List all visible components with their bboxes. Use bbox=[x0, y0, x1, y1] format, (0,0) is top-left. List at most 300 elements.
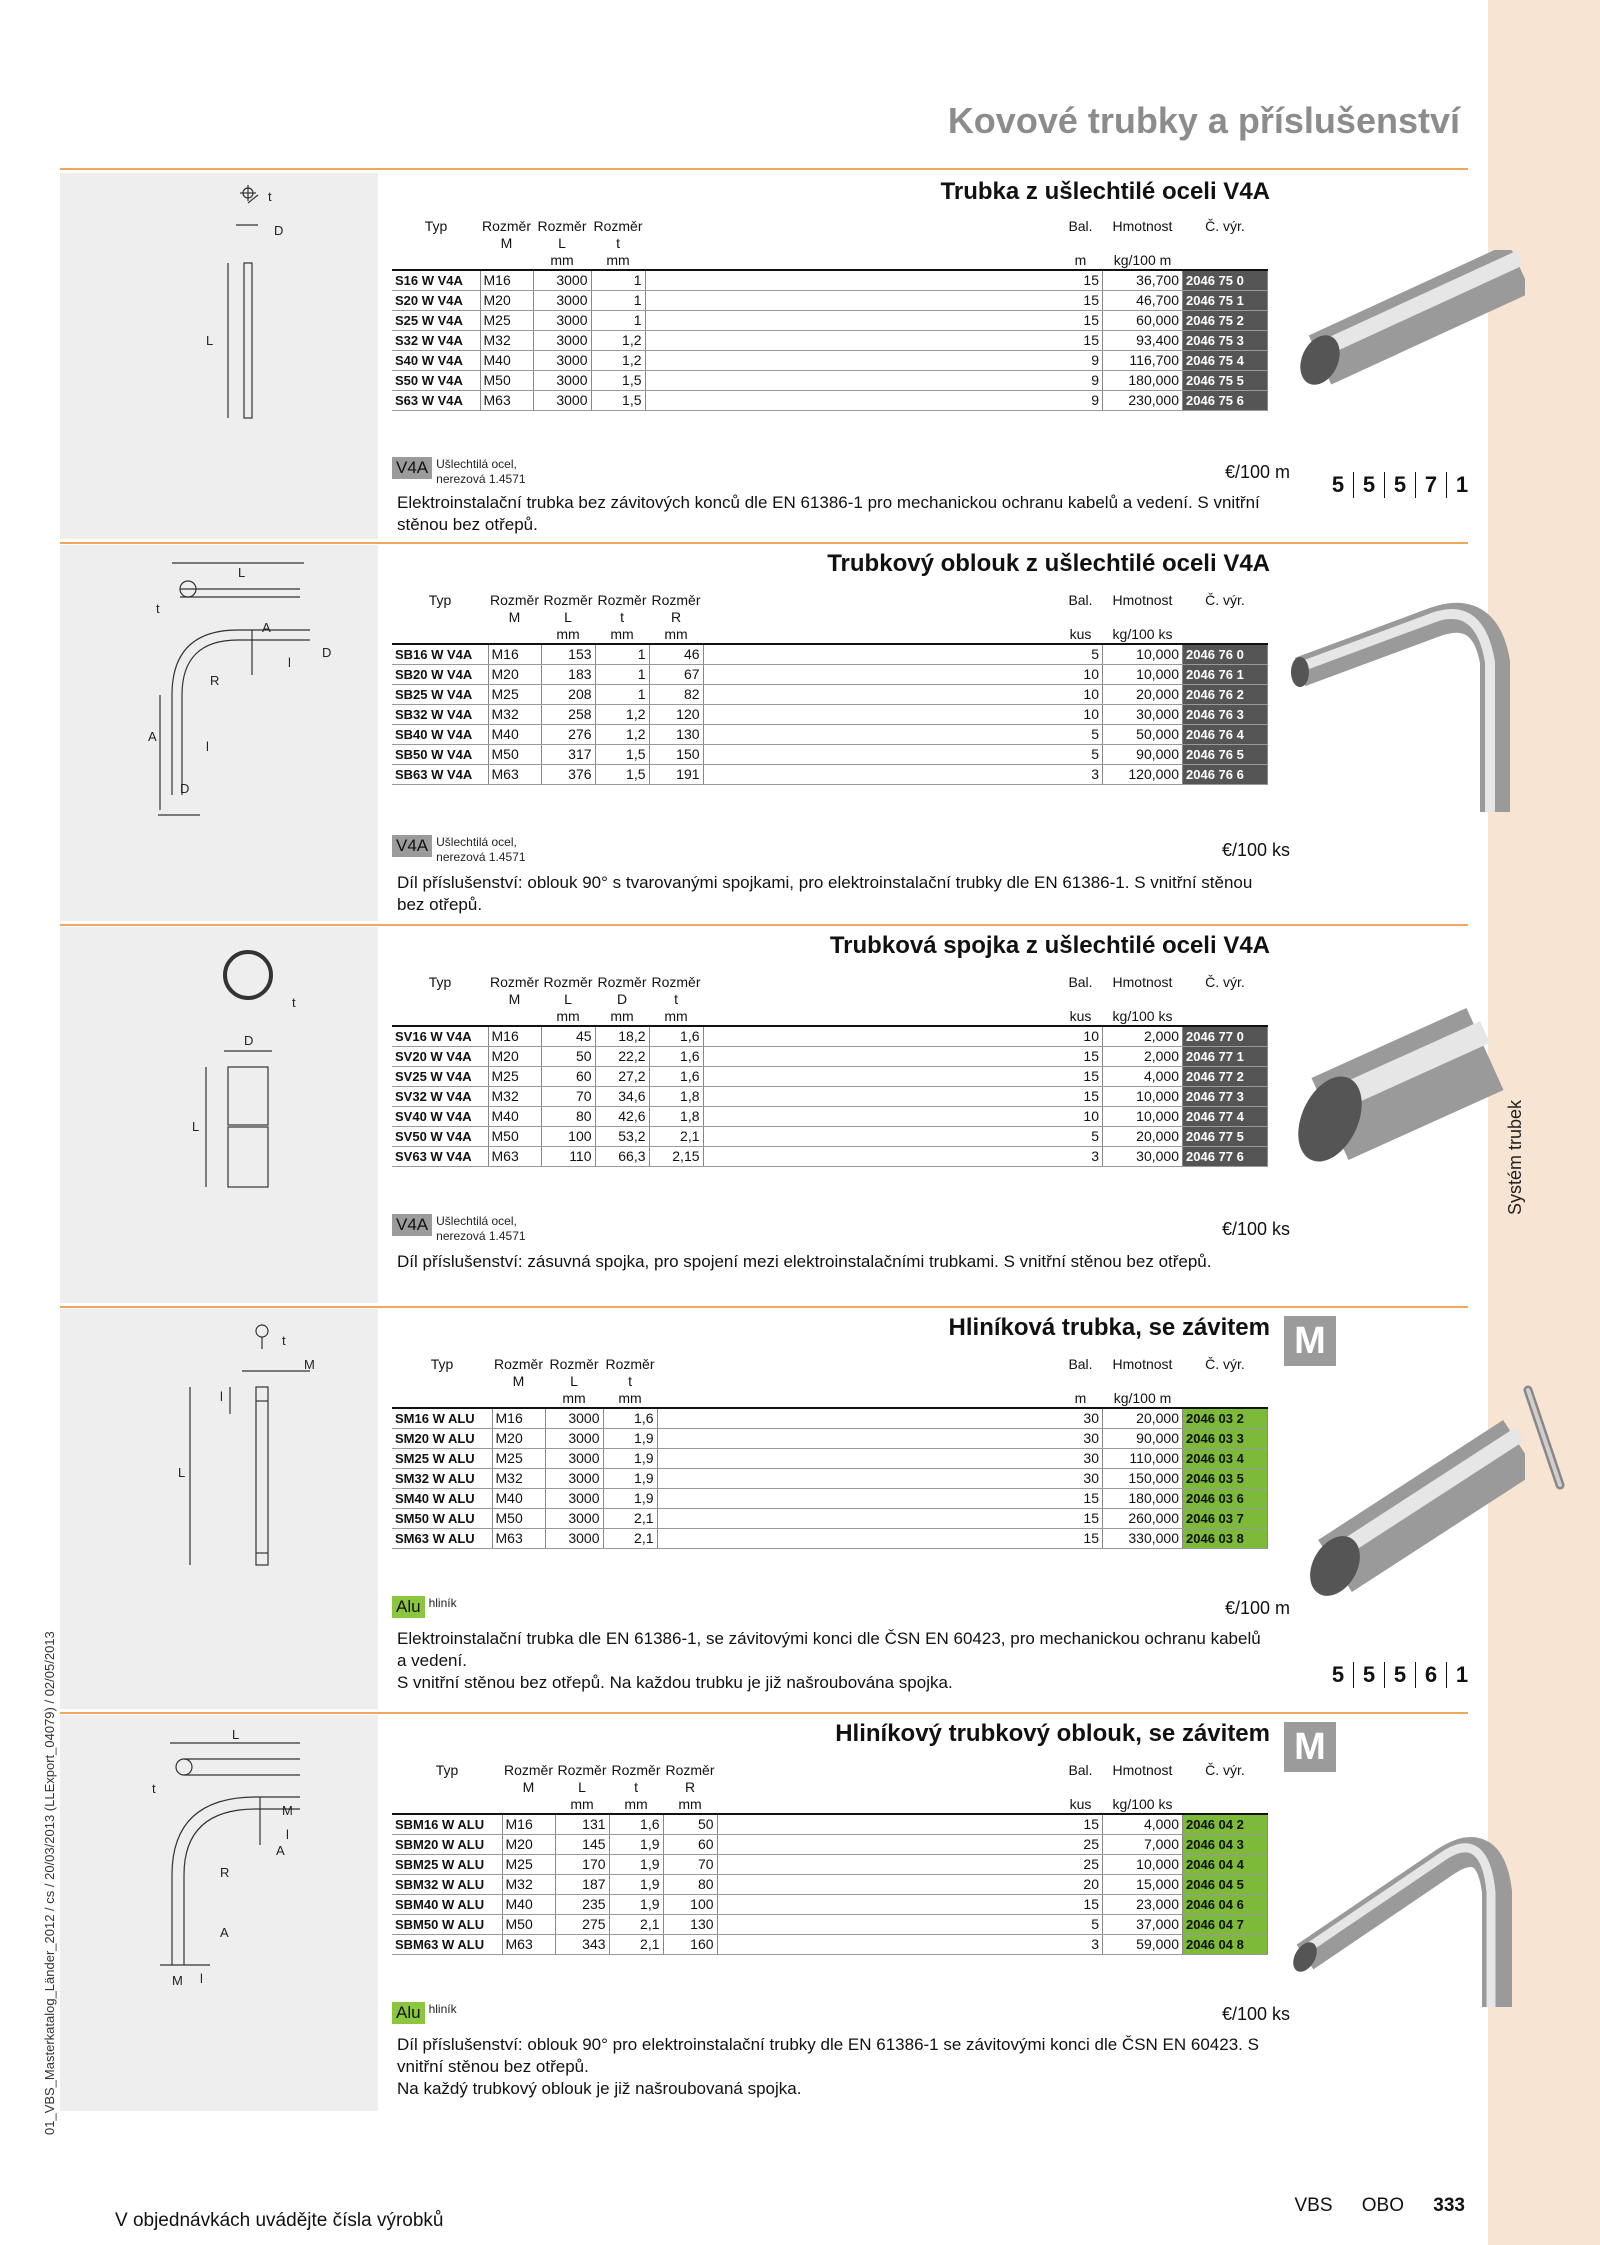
vertical-footer: 01_VBS_Masterkatalog_Länder_2012 / cs / 20/03/2013 (LLExport_04079) / 02/05/2013 bbox=[42, 1631, 57, 2135]
cell-r: 67 bbox=[649, 665, 703, 685]
cell-weight: 30,000 bbox=[1103, 1147, 1183, 1167]
cell-m: M50 bbox=[488, 745, 541, 765]
cell-pack: 9 bbox=[1059, 371, 1103, 391]
cell-type: SM20 W ALU bbox=[392, 1429, 492, 1449]
unit-cell bbox=[1183, 1390, 1268, 1408]
cell-type: SB50 W V4A bbox=[392, 745, 488, 765]
section-title: Hliníkový trubkový oblouk, se závitem bbox=[835, 1720, 1270, 1747]
cell-type: S20 W V4A bbox=[392, 291, 480, 311]
cell-l: 275 bbox=[555, 1915, 609, 1935]
cell-weight: 7,000 bbox=[1103, 1835, 1183, 1855]
svg-text:R: R bbox=[210, 673, 220, 688]
cell-pack: 20 bbox=[1059, 1875, 1103, 1895]
cell-pack: 15 bbox=[1059, 1895, 1103, 1915]
cell-weight: 4,000 bbox=[1103, 1067, 1183, 1087]
cell-weight: 120,000 bbox=[1103, 765, 1183, 785]
cell-type: SBM32 W ALU bbox=[392, 1875, 502, 1895]
cell-m: M40 bbox=[492, 1489, 545, 1509]
svg-text:M: M bbox=[304, 1357, 315, 1372]
cell-t: 1,2 bbox=[591, 351, 645, 371]
table-row bbox=[392, 391, 1268, 411]
col-header: Rozměr t bbox=[593, 218, 643, 251]
unit-cell bbox=[488, 626, 541, 644]
unit-cell: m bbox=[1059, 252, 1103, 270]
cell-l: 3000 bbox=[545, 1469, 603, 1489]
cell-type: SB25 W V4A bbox=[392, 685, 488, 705]
cell-weight: 46,700 bbox=[1103, 291, 1183, 311]
table-row bbox=[392, 1529, 1268, 1549]
cell-m: M32 bbox=[480, 331, 533, 351]
cell-type: SBM16 W ALU bbox=[392, 1814, 502, 1835]
table-row bbox=[392, 371, 1268, 391]
cell-l: 208 bbox=[541, 685, 595, 705]
cell-l: 145 bbox=[555, 1835, 609, 1855]
m-badge: M bbox=[1284, 1722, 1336, 1772]
cell-m: M16 bbox=[488, 1026, 541, 1047]
cell-article: 2046 75 1 bbox=[1183, 291, 1268, 311]
cell-t: 2,1 bbox=[609, 1915, 663, 1935]
cell-pack: 3 bbox=[1059, 1935, 1103, 1955]
unit-cell: mm bbox=[649, 1008, 703, 1026]
material-badge: V4A bbox=[392, 835, 432, 857]
svg-text:D: D bbox=[274, 223, 284, 238]
cell-t: 1 bbox=[591, 311, 645, 331]
cell-r: 150 bbox=[649, 745, 703, 765]
cell-type: SM63 W ALU bbox=[392, 1529, 492, 1549]
material-info bbox=[392, 457, 526, 487]
cell-type: S63 W V4A bbox=[392, 391, 480, 411]
cell-m: M20 bbox=[492, 1429, 545, 1449]
product-photo-tube bbox=[1285, 250, 1525, 390]
unit-cell: kg/100 ks bbox=[1103, 1796, 1183, 1814]
cell-weight: 23,000 bbox=[1103, 1895, 1183, 1915]
cell-m: M16 bbox=[480, 270, 533, 291]
svg-text:L: L bbox=[232, 1727, 240, 1742]
svg-text:t: t bbox=[292, 995, 296, 1010]
unit-cell: mm bbox=[609, 1796, 663, 1814]
cell-pack: 5 bbox=[1059, 1127, 1103, 1147]
unit-cell: kus bbox=[1059, 626, 1103, 644]
unit-cell bbox=[488, 1008, 541, 1026]
col-header: Rozměr D bbox=[597, 974, 647, 1007]
cell-article: 2046 04 6 bbox=[1183, 1895, 1268, 1915]
cell-article: 2046 77 5 bbox=[1183, 1127, 1268, 1147]
cell-type: SBM40 W ALU bbox=[392, 1895, 502, 1915]
cell-pack: 15 bbox=[1059, 1529, 1103, 1549]
footer-brand-vbs: VBS bbox=[1294, 2195, 1333, 2216]
price-unit: €/100 ks bbox=[1221, 840, 1290, 860]
cell-article: 2046 03 5 bbox=[1183, 1469, 1268, 1489]
cell-t: 2,1 bbox=[603, 1509, 657, 1529]
material-info bbox=[392, 1214, 526, 1244]
cell-weight: 260,000 bbox=[1103, 1509, 1183, 1529]
cell-t: 1,8 bbox=[649, 1107, 703, 1127]
cell-type: SV40 W V4A bbox=[392, 1107, 488, 1127]
cell-r: 82 bbox=[649, 685, 703, 705]
cell-weight: 10,000 bbox=[1103, 1107, 1183, 1127]
cell-article: 2046 75 5 bbox=[1183, 371, 1268, 391]
cell-m: M20 bbox=[488, 665, 541, 685]
cell-d: 22,2 bbox=[595, 1047, 649, 1067]
table-row bbox=[392, 745, 1268, 765]
cell-weight: 150,000 bbox=[1103, 1469, 1183, 1489]
cell-l: 187 bbox=[555, 1875, 609, 1895]
material-badge: V4A bbox=[392, 1214, 432, 1236]
cell-pack: 10 bbox=[1059, 705, 1103, 725]
price-unit: €/100 m bbox=[1224, 462, 1290, 482]
col-header: Č. výr. bbox=[1205, 1762, 1245, 1778]
cell-type: SV16 W V4A bbox=[392, 1026, 488, 1047]
cell-article: 2046 03 4 bbox=[1183, 1449, 1268, 1469]
cell-t: 1 bbox=[591, 270, 645, 291]
table-row bbox=[392, 1835, 1268, 1855]
cell-r: 130 bbox=[649, 725, 703, 745]
cell-t: 1,8 bbox=[649, 1087, 703, 1107]
unit-cell: m bbox=[1059, 1390, 1103, 1408]
cell-m: M50 bbox=[492, 1509, 545, 1529]
cell-d: 34,6 bbox=[595, 1087, 649, 1107]
svg-text:D: D bbox=[180, 781, 190, 796]
cell-t: 1,5 bbox=[591, 371, 645, 391]
unit-cell: mm bbox=[555, 1796, 609, 1814]
cell-weight: 20,000 bbox=[1103, 685, 1183, 705]
sidebar-label: Systém trubek bbox=[1505, 1099, 1525, 1215]
cell-m: M20 bbox=[502, 1835, 555, 1855]
cell-d: 66,3 bbox=[595, 1147, 649, 1167]
cell-article: 2046 04 5 bbox=[1183, 1875, 1268, 1895]
cell-m: M16 bbox=[492, 1408, 545, 1429]
cell-l: 70 bbox=[541, 1087, 595, 1107]
cell-type: S25 W V4A bbox=[392, 311, 480, 331]
cell-m: M32 bbox=[488, 705, 541, 725]
cell-l: 110 bbox=[541, 1147, 595, 1167]
material-text: Ušlechtilá ocel, bbox=[436, 457, 517, 471]
cell-weight: 10,000 bbox=[1103, 644, 1183, 665]
svg-text:t: t bbox=[282, 1333, 286, 1348]
cell-pack: 5 bbox=[1059, 1915, 1103, 1935]
col-header: Rozměr M bbox=[490, 974, 540, 1007]
unit-cell bbox=[1183, 252, 1268, 270]
cell-weight: 93,400 bbox=[1103, 331, 1183, 351]
cell-type: SV20 W V4A bbox=[392, 1047, 488, 1067]
cell-type: SB16 W V4A bbox=[392, 644, 488, 665]
unit-cell: mm bbox=[595, 626, 649, 644]
cell-pack: 10 bbox=[1059, 665, 1103, 685]
table-row bbox=[392, 351, 1268, 371]
description bbox=[397, 1628, 1267, 1694]
svg-text:t: t bbox=[156, 601, 160, 616]
svg-text:l: l bbox=[206, 739, 209, 754]
unit-cell: kg/100 ks bbox=[1103, 1008, 1183, 1026]
cell-type: SBM50 W ALU bbox=[392, 1915, 502, 1935]
cell-m: M50 bbox=[480, 371, 533, 391]
page-number: 333 bbox=[1433, 2195, 1465, 2216]
col-header: Bal. bbox=[1068, 1356, 1093, 1372]
svg-text:l: l bbox=[286, 1827, 289, 1842]
cell-type: S16 W V4A bbox=[392, 270, 480, 291]
cell-pack: 15 bbox=[1059, 270, 1103, 291]
material-badge: V4A bbox=[392, 457, 432, 479]
col-header: Hmotnost bbox=[1112, 592, 1173, 608]
material-grade: nerezová 1.4571 bbox=[436, 850, 526, 864]
cell-l: 3000 bbox=[545, 1408, 603, 1429]
svg-text:R: R bbox=[220, 1865, 230, 1880]
svg-text:L: L bbox=[178, 1465, 186, 1480]
table-row bbox=[392, 1408, 1268, 1429]
cell-type: SB20 W V4A bbox=[392, 665, 488, 685]
cell-weight: 60,000 bbox=[1103, 311, 1183, 331]
cell-l: 3000 bbox=[545, 1509, 603, 1529]
cell-article: 2046 76 0 bbox=[1183, 644, 1268, 665]
cell-pack: 10 bbox=[1059, 1026, 1103, 1047]
cell-r: 50 bbox=[663, 1814, 717, 1835]
svg-text:M: M bbox=[282, 1803, 293, 1818]
cell-type: S40 W V4A bbox=[392, 351, 480, 371]
cell-m: M63 bbox=[502, 1935, 555, 1955]
cell-weight: 90,000 bbox=[1103, 745, 1183, 765]
code-digit: 1 bbox=[1446, 1662, 1477, 1688]
page-title: Kovové trubky a příslušenství bbox=[947, 100, 1460, 141]
cell-l: 3000 bbox=[545, 1489, 603, 1509]
cell-t: 1,6 bbox=[603, 1408, 657, 1429]
product-table bbox=[392, 218, 1268, 411]
cell-l: 100 bbox=[541, 1127, 595, 1147]
col-header: Rozměr R bbox=[665, 1762, 715, 1795]
table-row bbox=[392, 331, 1268, 351]
cell-t: 1,9 bbox=[603, 1429, 657, 1449]
code-digit: 7 bbox=[1415, 472, 1446, 498]
cell-pack: 9 bbox=[1059, 351, 1103, 371]
cell-l: 3000 bbox=[533, 270, 591, 291]
unit-cell bbox=[392, 1390, 492, 1408]
cell-m: M50 bbox=[488, 1127, 541, 1147]
cell-t: 1,6 bbox=[649, 1026, 703, 1047]
col-header: Bal. bbox=[1068, 218, 1093, 234]
cell-article: 2046 76 5 bbox=[1183, 745, 1268, 765]
cell-r: 100 bbox=[663, 1895, 717, 1915]
footer-note: V objednávkách uvádějte čísla výrobků bbox=[115, 2210, 444, 2231]
table-row bbox=[392, 1067, 1268, 1087]
cell-type: SV63 W V4A bbox=[392, 1147, 488, 1167]
cell-r: 120 bbox=[649, 705, 703, 725]
cell-m: M40 bbox=[502, 1895, 555, 1915]
cell-t: 1 bbox=[595, 685, 649, 705]
cell-t: 1,9 bbox=[603, 1489, 657, 1509]
cell-weight: 110,000 bbox=[1103, 1449, 1183, 1469]
cell-pack: 15 bbox=[1059, 1087, 1103, 1107]
cell-pack: 10 bbox=[1059, 1107, 1103, 1127]
table-row bbox=[392, 1087, 1268, 1107]
cell-l: 343 bbox=[555, 1935, 609, 1955]
product-section-v4a-coupling bbox=[60, 924, 1468, 1304]
cell-weight: 180,000 bbox=[1103, 1489, 1183, 1509]
code-digit: 5 bbox=[1384, 472, 1415, 498]
cell-m: M25 bbox=[480, 311, 533, 331]
table-row bbox=[392, 1814, 1268, 1835]
cell-l: 45 bbox=[541, 1026, 595, 1047]
cell-t: 2,1 bbox=[649, 1127, 703, 1147]
unit-cell bbox=[392, 1008, 488, 1026]
cell-pack: 30 bbox=[1059, 1449, 1103, 1469]
cell-t: 2,1 bbox=[603, 1529, 657, 1549]
cell-weight: 10,000 bbox=[1103, 665, 1183, 685]
cell-type: SB40 W V4A bbox=[392, 725, 488, 745]
cell-pack: 3 bbox=[1059, 765, 1103, 785]
col-header: Hmotnost bbox=[1112, 1762, 1173, 1778]
material-badge: Alu bbox=[392, 2002, 425, 2024]
cell-m: M20 bbox=[488, 1047, 541, 1067]
unit-cell: mm bbox=[541, 1008, 595, 1026]
cell-article: 2046 77 1 bbox=[1183, 1047, 1268, 1067]
cell-l: 3000 bbox=[533, 351, 591, 371]
section-rule bbox=[60, 1712, 1468, 1714]
price-unit: €/100 m bbox=[1224, 1598, 1290, 1618]
cell-pack: 9 bbox=[1059, 391, 1103, 411]
cell-m: M25 bbox=[488, 685, 541, 705]
col-header: Hmotnost bbox=[1112, 1356, 1173, 1372]
cell-m: M40 bbox=[488, 1107, 541, 1127]
cell-article: 2046 75 3 bbox=[1183, 331, 1268, 351]
cell-pack: 15 bbox=[1059, 1067, 1103, 1087]
footer-brand-obo: OBO bbox=[1361, 2195, 1405, 2216]
unit-cell: mm bbox=[649, 626, 703, 644]
description-line: Na každý trubkový oblouk je již našroubovaná spojka. bbox=[397, 2079, 802, 2098]
cell-t: 1,5 bbox=[591, 391, 645, 411]
col-header: Rozměr t bbox=[605, 1356, 655, 1389]
cell-r: 70 bbox=[663, 1855, 717, 1875]
code-digit: 5 bbox=[1331, 1662, 1345, 1687]
technical-drawing bbox=[60, 1715, 378, 2111]
cell-d: 27,2 bbox=[595, 1067, 649, 1087]
cell-m: M25 bbox=[488, 1067, 541, 1087]
cell-type: SV50 W V4A bbox=[392, 1127, 488, 1147]
svg-text:M: M bbox=[172, 1973, 183, 1988]
table-row bbox=[392, 1935, 1268, 1955]
cell-l: 235 bbox=[555, 1895, 609, 1915]
col-header: Typ bbox=[424, 218, 448, 234]
cell-m: M32 bbox=[492, 1469, 545, 1489]
table-row bbox=[392, 270, 1268, 291]
col-header: Hmotnost bbox=[1112, 218, 1173, 234]
cell-article: 2046 75 0 bbox=[1183, 270, 1268, 291]
cell-l: 153 bbox=[541, 644, 595, 665]
material-grade: nerezová 1.4571 bbox=[436, 1229, 526, 1243]
footer-brand bbox=[1294, 2195, 1465, 2217]
table-row bbox=[392, 644, 1268, 665]
table-row bbox=[392, 685, 1268, 705]
table-row bbox=[392, 1047, 1268, 1067]
svg-text:t: t bbox=[152, 1781, 156, 1796]
unit-cell: mm bbox=[533, 252, 591, 270]
unit-cell bbox=[392, 252, 480, 270]
cell-l: 3000 bbox=[545, 1529, 603, 1549]
cell-r: 80 bbox=[663, 1875, 717, 1895]
product-photo-bend bbox=[1285, 572, 1525, 832]
sidebar-tube-thumbnail bbox=[1520, 1385, 1580, 1495]
cell-type: SV25 W V4A bbox=[392, 1067, 488, 1087]
svg-text:L: L bbox=[206, 333, 214, 348]
col-header: Č. výr. bbox=[1205, 218, 1245, 234]
cell-pack: 30 bbox=[1059, 1408, 1103, 1429]
technical-drawing bbox=[60, 927, 378, 1303]
section-title: Trubka z ušlechtilé oceli V4A bbox=[940, 178, 1270, 205]
cell-m: M40 bbox=[480, 351, 533, 371]
table-row bbox=[392, 1915, 1268, 1935]
cell-article: 2046 03 3 bbox=[1183, 1429, 1268, 1449]
material-text: hliník bbox=[428, 2002, 457, 2016]
material-info bbox=[392, 1596, 457, 1618]
cell-pack: 25 bbox=[1059, 1835, 1103, 1855]
code-digit: 5 bbox=[1353, 1662, 1384, 1688]
cell-t: 1,5 bbox=[595, 765, 649, 785]
unit-cell bbox=[392, 1796, 502, 1814]
cell-r: 191 bbox=[649, 765, 703, 785]
unit-cell bbox=[1183, 1796, 1268, 1814]
col-header: Rozměr L bbox=[543, 974, 593, 1007]
cell-article: 2046 03 2 bbox=[1183, 1408, 1268, 1429]
product-table bbox=[392, 1762, 1268, 1955]
table-row bbox=[392, 1895, 1268, 1915]
col-header: Typ bbox=[435, 1762, 459, 1778]
svg-text:t: t bbox=[268, 189, 272, 204]
cell-r: 160 bbox=[663, 1935, 717, 1955]
col-header: Rozměr L bbox=[543, 592, 593, 625]
description bbox=[397, 2034, 1267, 2100]
product-photo-alu-bend bbox=[1285, 1782, 1525, 2012]
cell-article: 2046 03 6 bbox=[1183, 1489, 1268, 1509]
svg-text:L: L bbox=[192, 1119, 200, 1134]
cell-article: 2046 76 3 bbox=[1183, 705, 1268, 725]
cell-weight: 230,000 bbox=[1103, 391, 1183, 411]
cell-d: 18,2 bbox=[595, 1026, 649, 1047]
table-row bbox=[392, 1127, 1268, 1147]
table-row bbox=[392, 1429, 1268, 1449]
cell-l: 170 bbox=[555, 1855, 609, 1875]
cell-t: 1,6 bbox=[649, 1047, 703, 1067]
cell-t: 1 bbox=[591, 291, 645, 311]
cell-weight: 20,000 bbox=[1103, 1127, 1183, 1147]
cell-article: 2046 75 2 bbox=[1183, 311, 1268, 331]
code-digit: 5 bbox=[1331, 472, 1345, 497]
unit-cell: kus bbox=[1059, 1008, 1103, 1026]
cell-l: 276 bbox=[541, 725, 595, 745]
col-header: Č. výr. bbox=[1205, 1356, 1245, 1372]
col-header: Rozměr M bbox=[482, 218, 532, 251]
cell-l: 3000 bbox=[533, 291, 591, 311]
cell-l: 3000 bbox=[533, 331, 591, 351]
table-row bbox=[392, 765, 1268, 785]
svg-text:l: l bbox=[200, 1971, 203, 1986]
cell-type: SV32 W V4A bbox=[392, 1087, 488, 1107]
cell-weight: 10,000 bbox=[1103, 1855, 1183, 1875]
cell-t: 1,9 bbox=[609, 1875, 663, 1895]
description: Díl příslušenství: zásuvná spojka, pro spojení mezi elektroinstalačními trubkami. S vnitřní stěnou bez otřepů. bbox=[397, 1252, 1212, 1271]
cell-article: 2046 76 2 bbox=[1183, 685, 1268, 705]
cell-type: SB63 W V4A bbox=[392, 765, 488, 785]
cell-r: 130 bbox=[663, 1915, 717, 1935]
col-header: Č. výr. bbox=[1205, 592, 1245, 608]
col-header: Rozměr R bbox=[651, 592, 701, 625]
cell-weight: 59,000 bbox=[1103, 1935, 1183, 1955]
col-header: Rozměr t bbox=[611, 1762, 661, 1795]
material-badge: Alu bbox=[392, 1596, 425, 1618]
cell-l: 3000 bbox=[545, 1429, 603, 1449]
cell-article: 2046 76 6 bbox=[1183, 765, 1268, 785]
unit-cell bbox=[502, 1796, 555, 1814]
cell-pack: 10 bbox=[1059, 685, 1103, 705]
cell-pack: 15 bbox=[1059, 311, 1103, 331]
cell-m: M63 bbox=[492, 1529, 545, 1549]
